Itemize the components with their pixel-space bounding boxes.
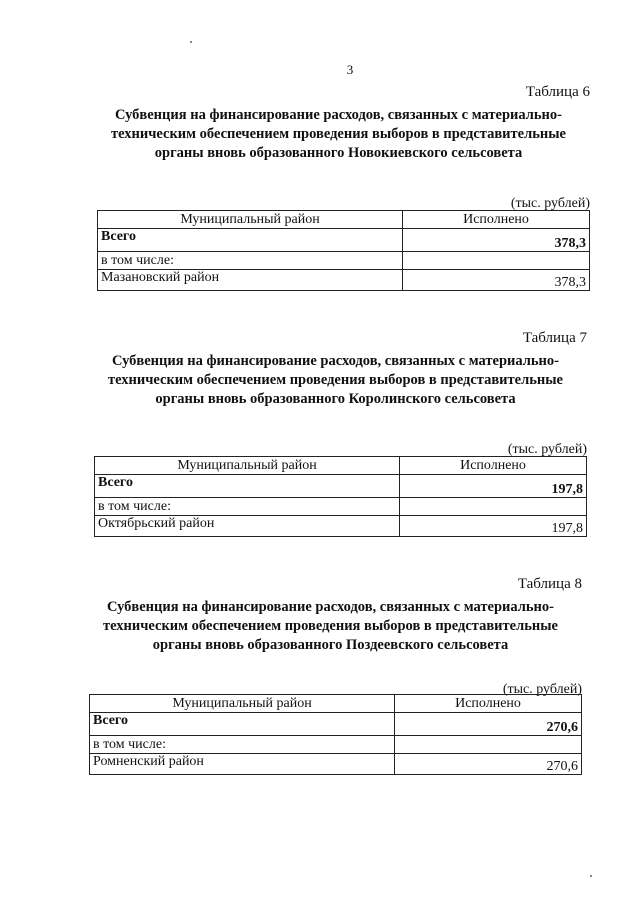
scan-speck bbox=[190, 41, 192, 43]
column-header-district: Муниципальный район bbox=[95, 457, 400, 475]
column-header-executed: Исполнено bbox=[400, 457, 587, 475]
column-header-district: Муниципальный район bbox=[90, 695, 395, 713]
table-section-8 bbox=[89, 576, 582, 786]
table-label: Таблица 8 bbox=[517, 576, 582, 592]
including-row bbox=[90, 736, 582, 754]
total-value: 270,6 bbox=[395, 713, 582, 736]
district-value: 378,3 bbox=[403, 270, 590, 291]
data-table bbox=[89, 694, 582, 775]
header-row bbox=[95, 457, 587, 475]
table-section-6 bbox=[97, 84, 590, 294]
total-label: Всего bbox=[90, 713, 395, 736]
table-title: Субвенция на финансирование расходов, связанных с материально- техническим обеспечением проведения выборов в представительные органы вновь образованного Королинского сельсовета bbox=[107, 353, 563, 407]
including-value bbox=[395, 736, 582, 754]
including-row bbox=[98, 252, 590, 270]
table-title: Субвенция на финансирование расходов, связанных с материально- техническим обеспечением проведения выборов в представительные органы вновь образованного Поздеевского сельсовета bbox=[102, 599, 558, 653]
table-label: Таблица 6 bbox=[525, 84, 590, 100]
total-row bbox=[95, 475, 587, 498]
total-row bbox=[90, 713, 582, 736]
including-value bbox=[403, 252, 590, 270]
total-value: 197,8 bbox=[400, 475, 587, 498]
district-value: 270,6 bbox=[395, 754, 582, 775]
data-table bbox=[97, 210, 590, 291]
page-number: 3 bbox=[346, 62, 354, 77]
table-section-7 bbox=[94, 330, 587, 540]
including-label: в том числе: bbox=[90, 736, 395, 754]
including-label: в том числе: bbox=[95, 498, 400, 516]
district-name: Ромненский район bbox=[90, 754, 395, 775]
district-row bbox=[90, 754, 582, 775]
column-header-district: Муниципальный район bbox=[98, 211, 403, 229]
district-name: Октябрьский район bbox=[95, 516, 400, 537]
total-label: Всего bbox=[98, 229, 403, 252]
table-title: Субвенция на финансирование расходов, связанных с материально- техническим обеспечением проведения выборов в представительные органы вновь образованного Новокиевского сельсовета bbox=[110, 107, 566, 161]
units-label: (тыс. рублей) bbox=[510, 196, 590, 211]
including-value bbox=[400, 498, 587, 516]
total-value: 378,3 bbox=[403, 229, 590, 252]
column-header-executed: Исполнено bbox=[403, 211, 590, 229]
total-label: Всего bbox=[95, 475, 400, 498]
including-row bbox=[95, 498, 587, 516]
district-name: Мазановский район bbox=[98, 270, 403, 291]
header-row bbox=[90, 695, 582, 713]
including-label: в том числе: bbox=[98, 252, 403, 270]
units-label: (тыс. рублей) bbox=[502, 682, 582, 697]
units-label: (тыс. рублей) bbox=[507, 442, 587, 457]
column-header-executed: Исполнено bbox=[395, 695, 582, 713]
district-row bbox=[98, 270, 590, 291]
total-row bbox=[98, 229, 590, 252]
scan-speck bbox=[590, 875, 592, 877]
data-table bbox=[94, 456, 587, 537]
district-value: 197,8 bbox=[400, 516, 587, 537]
table-label: Таблица 7 bbox=[522, 330, 587, 346]
district-row bbox=[95, 516, 587, 537]
header-row bbox=[98, 211, 590, 229]
